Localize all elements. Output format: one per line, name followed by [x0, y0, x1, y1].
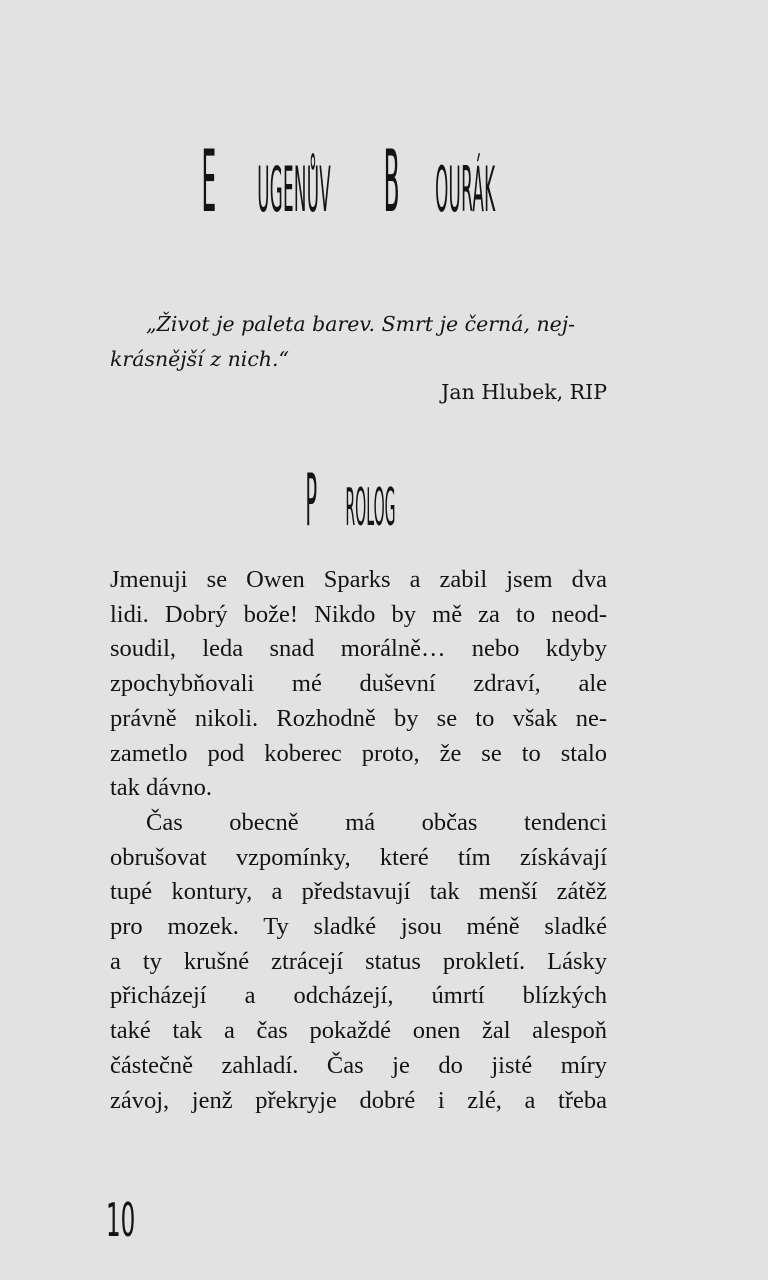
epigraph [110, 307, 607, 377]
body-line: a ty krušné ztrácejí status prokletí. Lásky [110, 947, 607, 975]
book-title-text: E UGENŮV B OURÁK [201, 132, 496, 232]
body-line: soudil, leda snad morálně… nebo kdyby [110, 635, 607, 663]
body-line: obrušovat vzpomínky, které tím získávají [110, 843, 607, 871]
book-title [0, 126, 718, 238]
body-line: tupé kontury, a představují tak menší zátěž [110, 878, 607, 906]
body-line: tak dávno. [110, 774, 213, 802]
page-number: 10 [106, 1193, 136, 1247]
epigraph-line: krásnější z nich.“ [110, 347, 290, 371]
body-line: zametlo pod koberec proto, že se to stalo [110, 739, 607, 767]
body-line: pro mozek. Ty sladké jsou méně sladké [110, 913, 607, 941]
body-line: také tak a čas pokaždé onen žal alespoň [110, 1017, 607, 1045]
body-line: závoj, jenž překryje dobré i zlé, a třeba [110, 1086, 607, 1114]
body-line: zpochybňovali mé duševní zdraví, ale [110, 670, 607, 698]
body-line: Čas obecně má občas tendenci [146, 808, 607, 836]
body-line: právně nikoli. Rozhodně by se to však ne- [110, 704, 607, 732]
chapter-title-text: P ROLOG [304, 458, 396, 542]
chapter-body [110, 563, 607, 1118]
body-line: lidi. Dobrý bože! Nikdo by mě za to neod- [110, 600, 607, 628]
epigraph-attribution: Jan Hlubek, RIP [441, 380, 607, 404]
body-line: přicházejí a odcházejí, úmrtí blízkých [110, 982, 607, 1010]
body-line: Jmenuji se Owen Sparks a zabil jsem dva [110, 566, 607, 593]
epigraph-line: „Život je paleta barev. Smrt je černá, nej- [146, 312, 576, 336]
body-line: částečně zahladí. Čas je do jisté míry [110, 1051, 607, 1079]
chapter-title [0, 455, 718, 545]
